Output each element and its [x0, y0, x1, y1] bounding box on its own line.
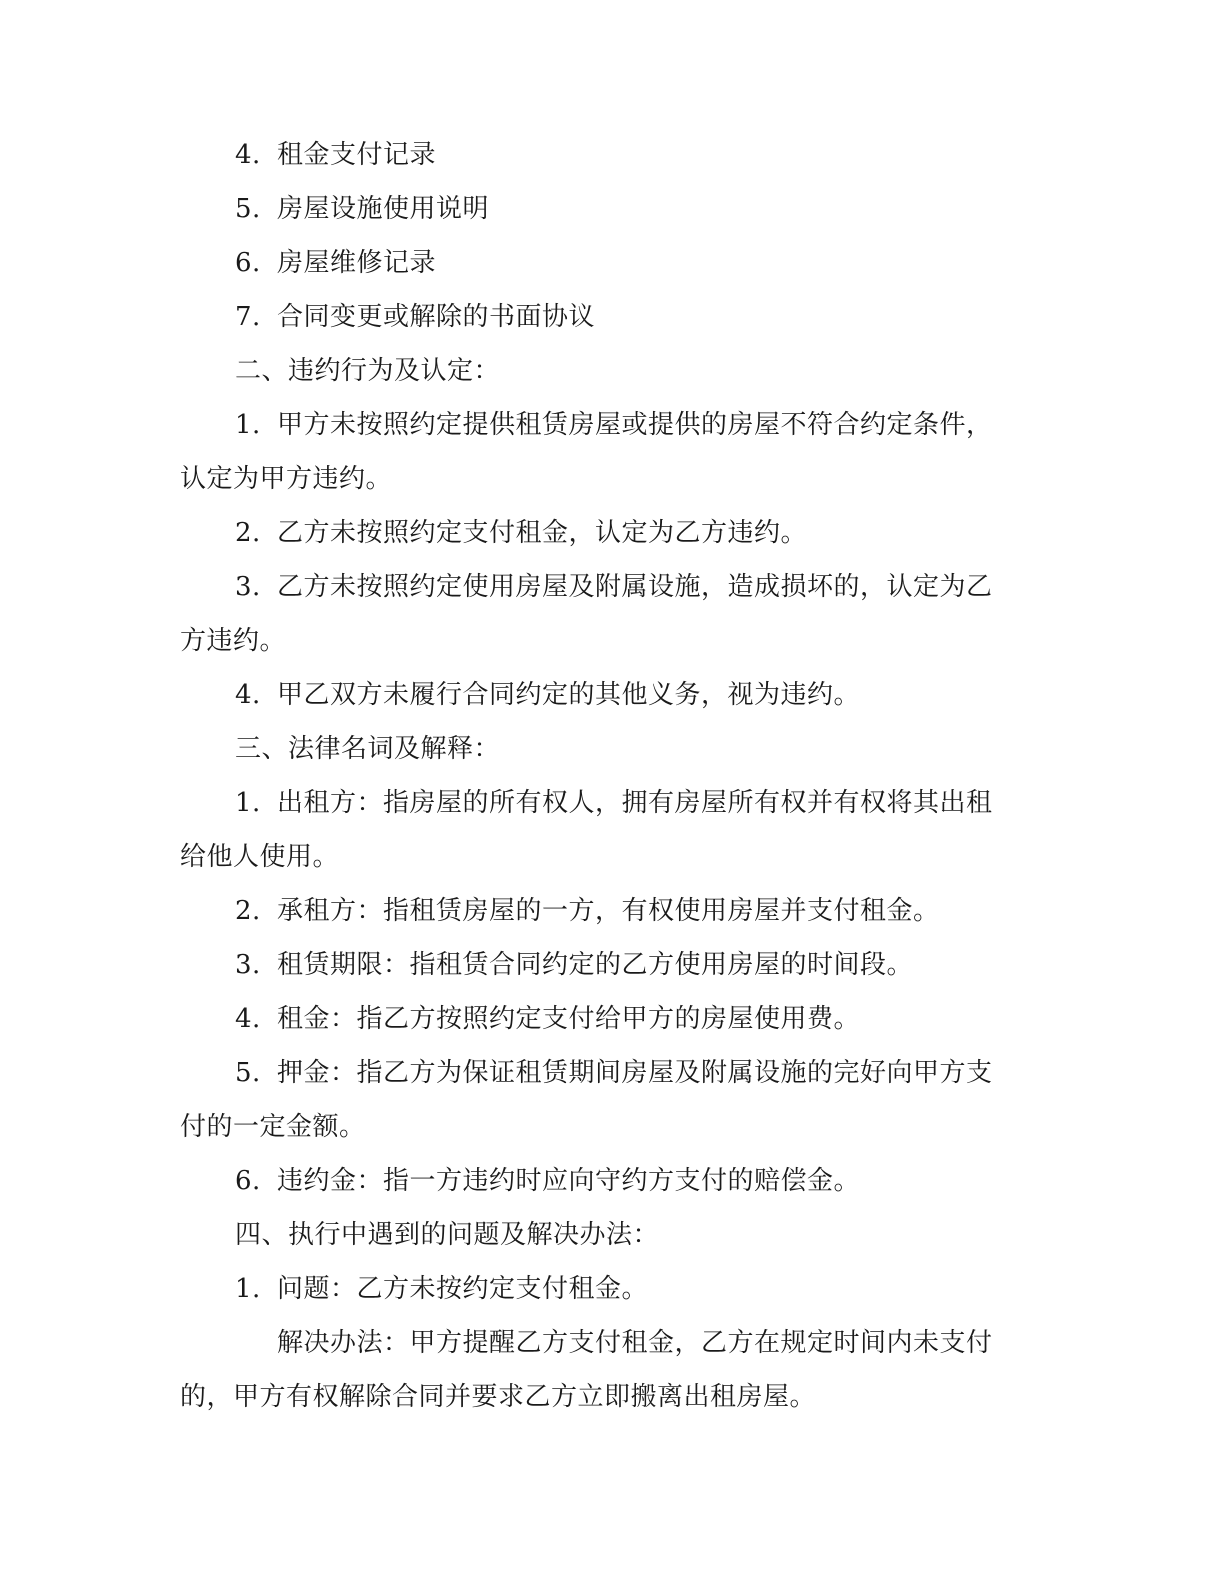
- list-item-continuation: 付的一定金额。: [180, 1112, 366, 1142]
- list-item-continuation: 认定为甲方违约。: [180, 464, 393, 494]
- list-item: 3. 租赁期限：指租赁合同约定的乙方使用房屋的时间段。: [235, 950, 914, 980]
- solution-paragraph: 解决办法：甲方提醒乙方支付租金，乙方在规定时间内未支付: [277, 1328, 993, 1358]
- section-heading: 二、违约行为及认定：: [235, 356, 501, 386]
- list-item: 1. 出租方：指房屋的所有权人，拥有房屋所有权并有权将其出租: [235, 788, 993, 818]
- list-item: 4. 甲乙双方未履行合同约定的其他义务，视为违约。: [235, 680, 861, 710]
- list-item-continuation: 给他人使用。: [180, 842, 340, 872]
- list-item: 4. 租金：指乙方按照约定支付给甲方的房屋使用费。: [235, 1004, 861, 1034]
- list-item: 4. 租金支付记录: [235, 140, 437, 170]
- list-item: 1. 甲方未按照约定提供租赁房屋或提供的房屋不符合约定条件，: [235, 410, 993, 440]
- list-item: 5. 押金：指乙方为保证租赁期间房屋及附属设施的完好向甲方支: [235, 1058, 993, 1088]
- section-heading: 四、执行中遇到的问题及解决办法：: [235, 1220, 660, 1250]
- list-item: 5. 房屋设施使用说明: [235, 194, 490, 224]
- list-item-continuation: 方违约。: [180, 626, 287, 656]
- list-item: 3. 乙方未按照约定使用房屋及附属设施，造成损坏的，认定为乙: [235, 572, 993, 602]
- document-body: [180, 128, 1030, 1424]
- list-item: 1. 问题：乙方未按约定支付租金。: [235, 1274, 649, 1304]
- list-item: 6. 违约金：指一方违约时应向守约方支付的赔偿金。: [235, 1166, 861, 1196]
- list-item: 6. 房屋维修记录: [235, 248, 437, 278]
- list-item: 2. 承租方：指租赁房屋的一方，有权使用房屋并支付租金。: [235, 896, 940, 926]
- section-heading: 三、法律名词及解释：: [235, 734, 501, 764]
- solution-paragraph-continuation: 的，甲方有权解除合同并要求乙方立即搬离出租房屋。: [180, 1382, 817, 1412]
- list-item: 7. 合同变更或解除的书面协议: [235, 302, 596, 332]
- list-item: 2. 乙方未按照约定支付租金，认定为乙方违约。: [235, 518, 808, 548]
